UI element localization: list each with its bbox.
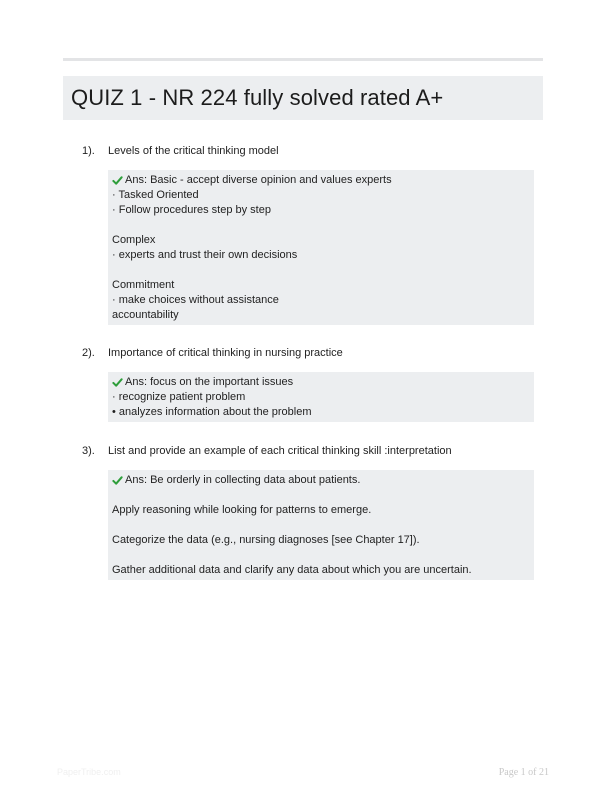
question-number: 2). [82, 347, 95, 359]
page-number: Page 1 of 21 [498, 767, 549, 778]
answer-box [108, 470, 534, 580]
question-2 [63, 347, 543, 418]
answer-line: Commitment [112, 279, 175, 291]
footer-watermark: PaperTribe.com [57, 767, 121, 777]
answer-line: Complex [112, 234, 156, 246]
answer-line [112, 548, 534, 563]
question-3 [63, 445, 543, 576]
answer-line: · Tasked Oriented [112, 189, 199, 201]
answer-box [108, 372, 534, 422]
check-icon [112, 377, 123, 388]
answer-line: Ans: focus on the important issues [112, 375, 534, 390]
answer-line [112, 488, 534, 503]
answer-line: Gather additional data and clarify any data about which you are uncertain. [112, 564, 472, 576]
answer-line: Ans: Be orderly in collecting data about patients. [112, 473, 534, 488]
question-number: 3). [82, 445, 95, 457]
answer-line: accountability [112, 309, 179, 321]
question-text: List and provide an example of each critical thinking skill :interpretation [108, 445, 452, 457]
check-icon [112, 475, 123, 486]
answer-line: · recognize patient problem [112, 391, 246, 403]
question-text: Importance of critical thinking in nursing practice [108, 347, 343, 359]
answer-box [108, 170, 534, 325]
answer-line: · make choices without assistance [112, 294, 279, 306]
answer-line: Ans: Basic - accept diverse opinion and values experts [112, 173, 534, 188]
answer-line [112, 218, 534, 233]
answer-line: Apply reasoning while looking for patterns to emerge. [112, 504, 372, 516]
answer-line [112, 263, 534, 278]
answer-line [112, 518, 534, 533]
question-1 [63, 145, 543, 321]
check-icon [112, 175, 123, 186]
answer-line: Categorize the data (e.g., nursing diagnoses [see Chapter 17]). [112, 534, 420, 546]
question-number: 1). [82, 145, 95, 157]
top-divider [63, 58, 543, 61]
page-title: QUIZ 1 - NR 224 fully solved rated A+ [71, 85, 444, 110]
question-text: Levels of the critical thinking model [108, 145, 279, 157]
answer-line: · Follow procedures step by step [112, 204, 271, 216]
answer-line: • analyzes information about the problem [112, 406, 312, 418]
answer-line: · experts and trust their own decisions [112, 249, 298, 261]
title-banner [63, 76, 543, 120]
